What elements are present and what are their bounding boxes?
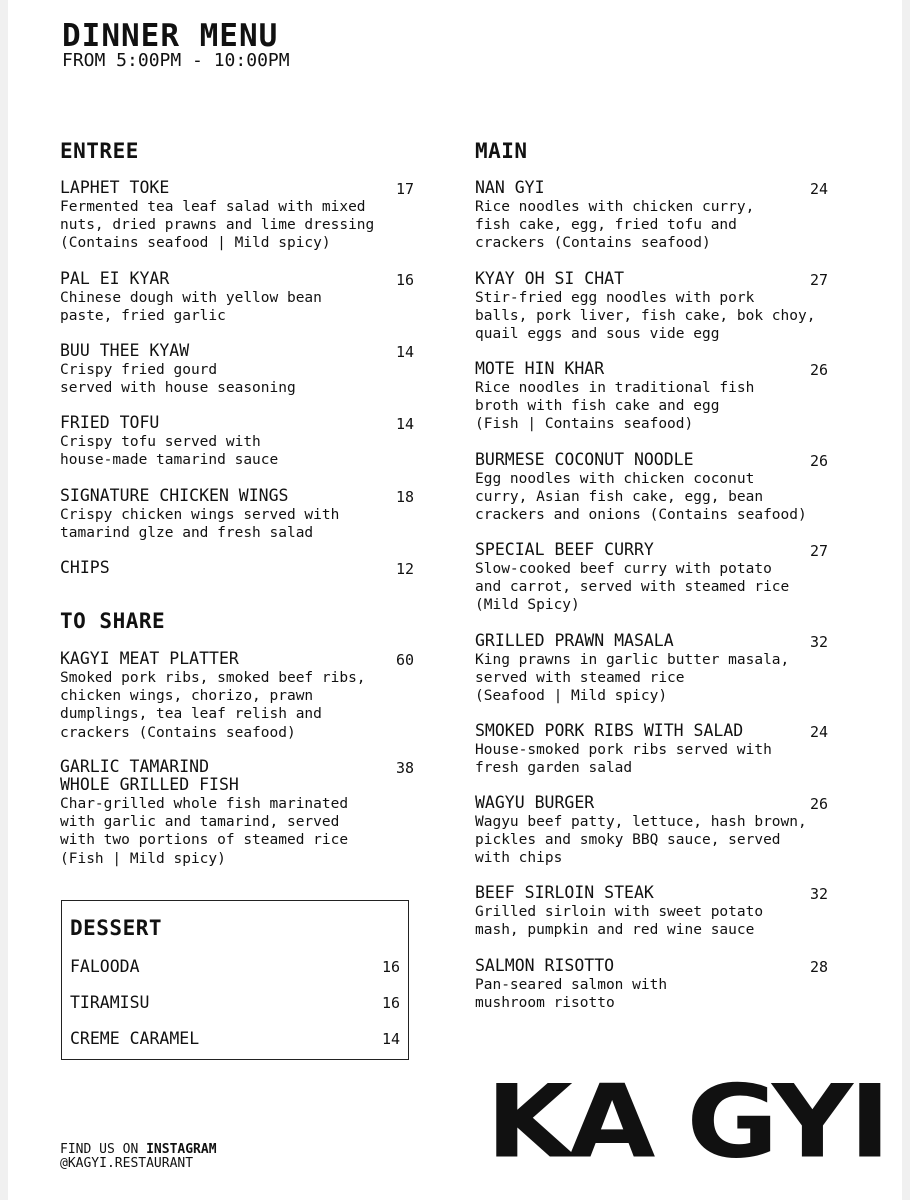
item-name: MOTE HIN KHAR	[475, 359, 605, 378]
item-price: 32	[809, 633, 828, 651]
menu-item-pal-ei-kyar	[60, 270, 420, 325]
item-description: Egg noodles with chicken coconut curry, Asian fish cake, egg, bean crackers and onions (Contains seafood)	[475, 471, 807, 524]
item-name: FRIED TOFU	[60, 413, 160, 432]
item-price: 28	[809, 958, 828, 976]
item-price: 32	[809, 885, 828, 903]
item-description: Char-grilled whole fish marinated with garlic and tamarind, served with two portions of steamed rice (Fish | Mild spicy)	[60, 796, 349, 867]
item-price: 14	[381, 1030, 400, 1048]
menu-item-signature-chicken-wings	[60, 487, 420, 542]
item-description: Crispy chicken wings served with tamarind glze and fresh salad	[60, 507, 340, 542]
item-description: Pan-seared salmon with mushroom risotto	[475, 977, 668, 1012]
menu-item-chips	[60, 559, 420, 577]
item-name: WAGYU BURGER	[475, 793, 595, 812]
entree-heading: ENTREE	[60, 139, 139, 163]
item-description: Fermented tea leaf salad with mixed nuts, dried prawns and lime dressing (Contains seafood | Mild spicy)	[60, 199, 375, 252]
item-name: GRILLED PRAWN MASALA	[475, 631, 674, 650]
item-price: 26	[809, 795, 828, 813]
item-description: Rice noodles in traditional fish broth with fish cake and egg (Fish | Contains seafood)	[475, 380, 755, 433]
item-description: Chinese dough with yellow bean paste, fried garlic	[60, 290, 322, 325]
item-name: KYAY OH SI CHAT	[475, 269, 625, 288]
item-name: SMOKED PORK RIBS WITH SALAD	[475, 721, 744, 740]
instagram-callout	[60, 1142, 217, 1157]
item-price: 16	[395, 271, 414, 289]
item-price: 26	[809, 361, 828, 379]
menu-item-kagyi-meat-platter	[60, 650, 420, 742]
item-price: 27	[809, 542, 828, 560]
item-name: BUU THEE KYAW	[60, 341, 190, 360]
main-heading: MAIN	[475, 139, 528, 163]
item-price: 60	[395, 651, 414, 669]
item-description: King prawns in garlic butter masala, served with steamed rice (Seafood | Mild spicy)	[475, 652, 790, 705]
item-name: BEEF SIRLOIN STEAK	[475, 883, 654, 902]
item-description: Crispy fried gourd served with house seasoning	[60, 362, 296, 397]
menu-item-buu-thee-kyaw	[60, 342, 420, 397]
item-name: SPECIAL BEEF CURRY	[475, 540, 654, 559]
item-description: Smoked pork ribs, smoked beef ribs, chicken wings, chorizo, prawn dumplings, tea leaf relish and crackers (Contains seafood)	[60, 670, 366, 741]
item-price: 16	[381, 958, 400, 976]
item-price: 27	[809, 271, 828, 289]
dessert-item-falooda	[70, 958, 400, 976]
item-name: LAPHET TOKE	[60, 178, 170, 197]
item-price: 26	[809, 452, 828, 470]
item-description: Rice noodles with chicken curry, fish cake, egg, fried tofu and crackers (Contains seafood)	[475, 199, 755, 252]
item-name: CHIPS	[60, 558, 110, 577]
item-price: 16	[381, 994, 400, 1012]
menu-hours: FROM 5:00PM - 10:00PM	[62, 50, 290, 71]
item-name: TIRAMISU	[70, 993, 150, 1012]
menu-title: DINNER MENU	[62, 18, 279, 54]
item-name: PAL EI KYAR	[60, 269, 170, 288]
item-price: 24	[809, 180, 828, 198]
item-price: 17	[395, 180, 414, 198]
dessert-box	[61, 900, 409, 1060]
item-name: BURMESE COCONUT NOODLE	[475, 450, 694, 469]
item-description: Slow-cooked beef curry with potato and carrot, served with steamed rice (Mild Spicy)	[475, 561, 790, 614]
dessert-item-tiramisu	[70, 994, 400, 1012]
item-price: 38	[395, 759, 414, 777]
dessert-item-creme-caramel	[70, 1030, 400, 1048]
item-description: House-smoked pork ribs served with fresh garden salad	[475, 742, 772, 777]
item-name: NAN GYI	[475, 178, 545, 197]
item-description: Grilled sirloin with sweet potato mash, pumpkin and red wine sauce	[475, 904, 764, 939]
menu-item-fried-tofu	[60, 414, 420, 469]
kagyi-logo: KA GYI	[486, 1063, 887, 1181]
item-price: 12	[395, 560, 414, 578]
dessert-heading: DESSERT	[70, 916, 163, 940]
find-us-text: FIND US ON	[60, 1142, 147, 1157]
menu-item-garlic-tamarind-fish	[60, 758, 420, 868]
item-price: 18	[395, 488, 414, 506]
item-name: SIGNATURE CHICKEN WINGS	[60, 486, 289, 505]
item-name: FALOODA	[70, 957, 140, 976]
item-description: Crispy tofu served with house-made tamarind sauce	[60, 434, 279, 469]
instagram-handle[interactable]: @KAGYI.RESTAURANT	[60, 1156, 194, 1171]
item-name: SALMON RISOTTO	[475, 956, 615, 975]
item-name: GARLIC TAMARIND WHOLE GRILLED FISH	[60, 757, 239, 794]
item-description: Stir-fried egg noodles with pork balls, pork liver, fish cake, bok choy, quail eggs and sous vide egg	[475, 290, 816, 343]
item-name: KAGYI MEAT PLATTER	[60, 649, 239, 668]
instagram-label: INSTAGRAM	[146, 1142, 217, 1157]
item-name: CREME CARAMEL	[70, 1029, 200, 1048]
menu-page	[8, 0, 902, 1200]
item-price: 14	[395, 343, 414, 361]
item-price: 24	[809, 723, 828, 741]
item-description: Wagyu beef patty, lettuce, hash brown, pickles and smoky BBQ sauce, served with chips	[475, 814, 807, 867]
menu-item-laphet-toke	[60, 179, 420, 253]
item-price: 14	[395, 415, 414, 433]
to-share-heading: TO SHARE	[60, 609, 166, 633]
